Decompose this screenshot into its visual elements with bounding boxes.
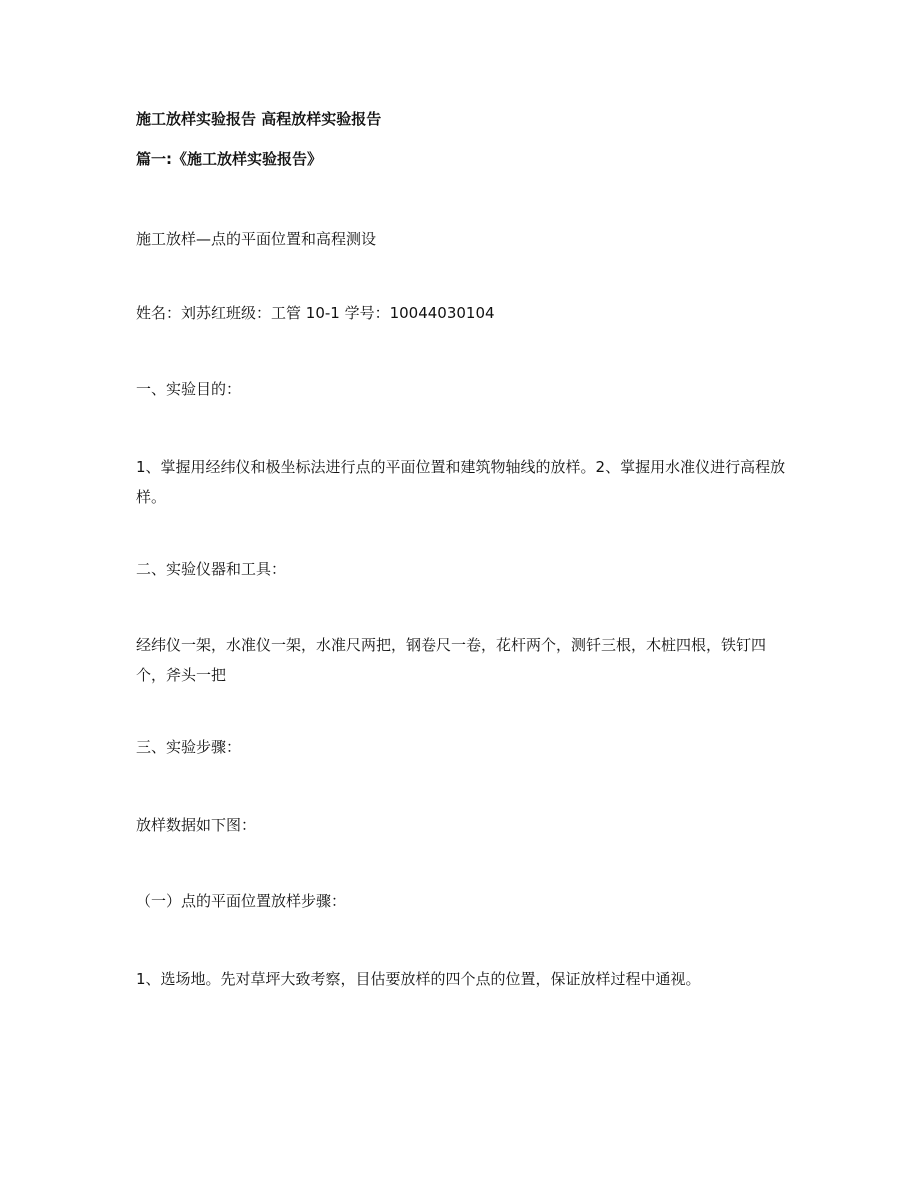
section2-heading: 二、实验仪器和工具： bbox=[136, 560, 287, 578]
section1-heading: 一、实验目的： bbox=[136, 380, 242, 398]
subtitle: 施工放样—点的平面位置和高程测设 bbox=[136, 230, 377, 248]
data-note: 放样数据如下图： bbox=[136, 816, 257, 834]
document-title: 施工放样实验报告 高程放样实验报告 bbox=[136, 110, 382, 128]
part-heading: 篇一:《施工放样实验报告》 bbox=[136, 150, 322, 168]
section1-body: 1、掌握用经纬仪和极坐标法进行点的平面位置和建筑物轴线的放样。2、掌握用水准仪进行高程放样。 bbox=[136, 458, 786, 506]
step1: 1、选场地。先对草坪大致考察，目估要放样的四个点的位置，保证放样过程中通视。 bbox=[136, 970, 701, 988]
sub-heading: （一）点的平面位置放样步骤： bbox=[136, 892, 347, 910]
section2-body: 经纬仪一架，水准仪一架，水准尺两把，钢卷尺一卷，花杆两个，测钎三根，木桩四根，铁钉四个，斧头一把 bbox=[136, 636, 767, 684]
student-info: 姓名：刘苏红班级：工管 10-1 学号：10044030104 bbox=[136, 304, 495, 322]
section3-heading: 三、实验步骤： bbox=[136, 738, 242, 756]
